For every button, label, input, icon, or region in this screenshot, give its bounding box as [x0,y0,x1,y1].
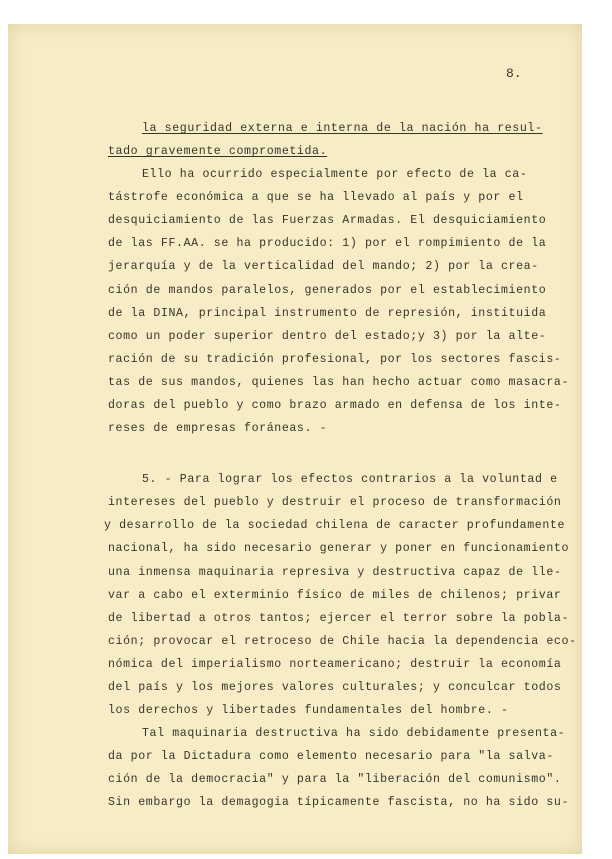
text-line: como un poder superior dentro del estado;y 3) por la alte- [108,330,547,343]
text-line: del país y los mejores valores culturales; y conculcar todos [108,681,562,694]
text-line: ción; provocar el retroceso de Chile hacia la dependencia eco- [108,635,577,648]
text-line: ción de la democracia" y para la "liberación del comunismo". [108,773,562,786]
text-line: de la DINA, principal instrumento de represión, instituida [108,307,547,320]
text-line: intereses del pueblo y destruir el proceso de transformación [108,496,562,509]
text-line: tástrofe económica a que se ha llevado al país y por el [108,191,524,204]
text-line: tado gravemente comprometida. [108,145,328,158]
text-line: da por la Dictadura como elemento necesario para "la salva- [108,750,554,763]
text-line: los derechos y libertades fundamentales del hombre. - [108,704,509,717]
text-line: nacional, ha sido necesario generar y poner en funcionamiento [108,542,569,555]
text-line: desquiciamiento de las Fuerzas Armadas. El desquiciamiento [108,214,547,227]
text-line: ción de mandos paralelos, generados por el establecimiento [108,284,547,297]
text-line: y desarrollo de la sociedad chilena de caracter profundamente [104,519,565,532]
text-line: de libertad a otros tantos; ejercer el terror sobre la pobla- [108,612,569,625]
text-line: Tal maquinaria destructiva ha sido debidamente presenta- [142,727,566,740]
text-line: la seguridad externa e interna de la nación ha resul- [142,122,543,135]
text-line: jerarquía y de la verticalidad del mando; 2) por la crea- [108,260,539,273]
text-line: var a cabo el exterminio físico de miles de chilenos; privar [108,589,562,602]
text-line: una inmensa maquinaria represiva y destructiva capaz de lle- [108,566,562,579]
text-line: de las FF.AA. se ha producido: 1) por el rompimiento de la [108,237,547,250]
text-line: doras del pueblo y como brazo armado en defensa de los inte- [108,399,562,412]
text-line: tas de sus mandos, quienes las han hecho actuar como masacra- [108,376,569,389]
page-number: 8. [506,66,522,81]
text-line: 5. - Para lograr los efectos contrarios a la voluntad e [142,473,558,486]
text-line: Sin embargo la demagogia típicamente fascista, no ha sido su- [108,796,569,809]
text-line: Ello ha ocurrido especialmente por efecto de la ca- [142,168,528,181]
text-line: reses de empresas foráneas. - [108,422,328,435]
text-line: nómica del imperialismo norteamericano; destruir la economía [108,658,562,671]
text-line: ración de su tradición profesional, por los sectores fascis- [108,353,562,366]
